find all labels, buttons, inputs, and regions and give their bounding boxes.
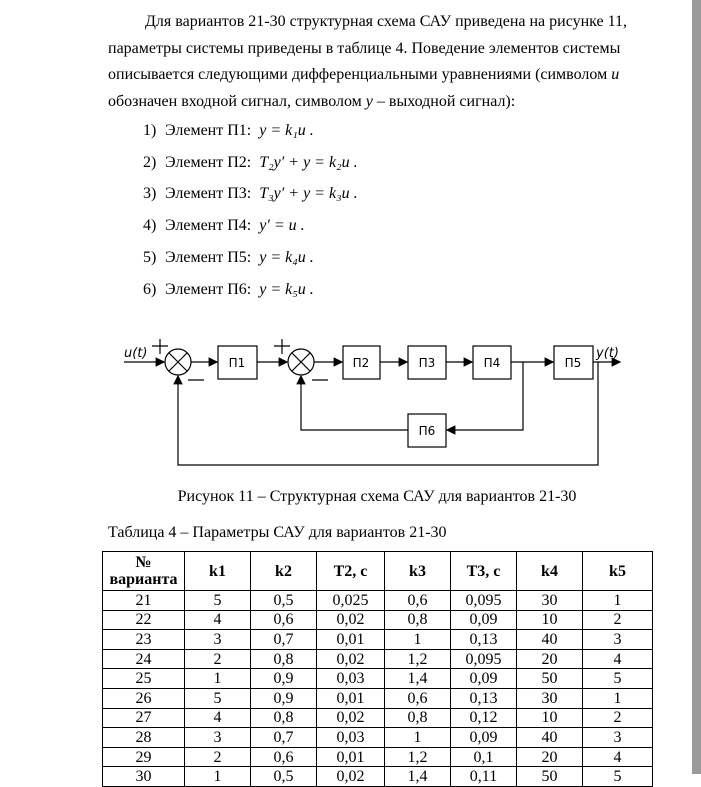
item-label: Элемент П2: <box>165 154 252 171</box>
column-header: T2, c <box>317 552 385 591</box>
item-number: 6) <box>143 281 157 298</box>
table-cell: 1,2 <box>385 747 451 767</box>
table-cell: 26 <box>103 688 185 708</box>
table-cell: 5 <box>185 688 251 708</box>
element-item <box>143 217 305 235</box>
item-number: 1) <box>143 122 157 139</box>
table-cell: 3 <box>185 728 251 748</box>
table-cell: 0,02 <box>317 610 385 630</box>
table-cell: 0,02 <box>317 649 385 669</box>
item-equation: y = k₅u . <box>259 281 314 298</box>
table-cell: 2 <box>583 610 653 630</box>
item-number: 2) <box>143 154 157 171</box>
table-cell: 1 <box>583 688 653 708</box>
table-cell: 1 <box>185 669 251 689</box>
table-cell: 0,01 <box>317 630 385 650</box>
block-label: П5 <box>564 356 582 370</box>
table-cell: 0,095 <box>451 591 517 611</box>
table-cell: 0,01 <box>317 747 385 767</box>
table-cell: 10 <box>517 610 583 630</box>
table-cell: 0,095 <box>451 649 517 669</box>
item-label: Элемент П6: <box>165 281 252 298</box>
table-cell: 30 <box>517 591 583 611</box>
table-cell: 5 <box>583 669 653 689</box>
table-cell: 2 <box>185 649 251 669</box>
para-line: описывается следующими дифференциальными уравнениями (символом <box>108 66 612 83</box>
table-cell: 0,11 <box>451 767 517 787</box>
block-label: П1 <box>228 356 246 370</box>
para-line: параметры системы приведены в таблице 4. Поведение элементов системы <box>108 39 621 57</box>
table-cell: 29 <box>103 747 185 767</box>
symbol-y: y <box>365 92 373 110</box>
table-cell: 0,13 <box>451 688 517 708</box>
block-label: П6 <box>418 424 436 438</box>
table-cell: 0,8 <box>385 610 451 630</box>
table-cell: 23 <box>103 630 185 650</box>
table-cell: 3 <box>185 630 251 650</box>
column-header: k5 <box>583 552 653 591</box>
table-cell: 0,12 <box>451 708 517 728</box>
table-cell: 24 <box>103 649 185 669</box>
table-cell: 4 <box>583 747 653 767</box>
table-cell: 0,02 <box>317 767 385 787</box>
column-header: k1 <box>185 552 251 591</box>
element-item <box>143 249 314 267</box>
intro-paragraph <box>108 9 630 115</box>
table-row <box>103 728 653 748</box>
table-cell: 0,9 <box>251 669 317 689</box>
table-row <box>103 767 653 787</box>
table-cell: 0,8 <box>385 708 451 728</box>
table-cell: 1 <box>185 767 251 787</box>
input-label: u(t) <box>124 346 148 361</box>
block-label: П4 <box>483 356 501 370</box>
table-cell: 2 <box>185 747 251 767</box>
column-header: k2 <box>251 552 317 591</box>
para-line: – выходной сигнал): <box>372 92 516 110</box>
table-cell: 0,09 <box>451 728 517 748</box>
table-cell: 1 <box>385 728 451 748</box>
table-cell: 0,7 <box>251 630 317 650</box>
table-cell: 3 <box>583 630 653 650</box>
table-cell: 0,6 <box>251 610 317 630</box>
table-cell: 4 <box>583 649 653 669</box>
table-cell: 0,03 <box>317 728 385 748</box>
item-number: 4) <box>143 217 157 234</box>
table-cell: 21 <box>103 591 185 611</box>
table-cell: 10 <box>517 708 583 728</box>
table-caption: Таблица 4 – Параметры САУ для вариантов 21-30 <box>108 524 447 541</box>
item-label: Элемент П1: <box>165 122 252 139</box>
table-cell: 40 <box>517 728 583 748</box>
column-header: k3 <box>385 552 451 591</box>
column-header: T3, c <box>451 552 517 591</box>
item-label: Элемент П3: <box>165 185 252 202</box>
table-cell: 5 <box>583 767 653 787</box>
item-equation: T₃y′ + y = k₃u . <box>259 185 358 202</box>
para-line: Для вариантов 21-30 структурная схема САУ приведена на рисунке 11, <box>145 13 628 30</box>
element-item <box>143 185 358 203</box>
table-cell: 0,6 <box>385 591 451 611</box>
table-cell: 40 <box>517 630 583 650</box>
table-cell: 1 <box>583 591 653 611</box>
element-item <box>143 154 358 172</box>
table-row <box>103 591 653 611</box>
item-label: Элемент П4: <box>165 217 252 234</box>
element-item <box>143 122 314 140</box>
table-cell: 3 <box>583 728 653 748</box>
item-equation: y = k₁u . <box>259 122 314 139</box>
table-cell: 0,6 <box>251 747 317 767</box>
table-cell: 0,7 <box>251 728 317 748</box>
item-number: 5) <box>143 249 157 266</box>
table-cell: 0,025 <box>317 591 385 611</box>
table-row <box>103 669 653 689</box>
table-cell: 1,4 <box>385 669 451 689</box>
table-cell: 0,03 <box>317 669 385 689</box>
table-row <box>103 688 653 708</box>
table-cell: 30 <box>517 688 583 708</box>
table-cell: 0,6 <box>385 688 451 708</box>
element-item <box>143 281 314 299</box>
table-cell: 0,5 <box>251 767 317 787</box>
table-cell: 25 <box>103 669 185 689</box>
item-label: Элемент П5: <box>165 249 252 266</box>
table-cell: 20 <box>517 747 583 767</box>
table-row <box>103 747 653 767</box>
table-cell: 28 <box>103 728 185 748</box>
table-row <box>103 610 653 630</box>
table-cell: 2 <box>583 708 653 728</box>
table-cell: 27 <box>103 708 185 728</box>
table-cell: 4 <box>185 610 251 630</box>
item-number: 3) <box>143 185 157 202</box>
table-cell: 0,13 <box>451 630 517 650</box>
table-cell: 0,01 <box>317 688 385 708</box>
output-label: y(t) <box>596 346 619 361</box>
table-cell: 0,09 <box>451 610 517 630</box>
column-header: № варианта <box>103 552 185 591</box>
table-cell: 22 <box>103 610 185 630</box>
item-equation: y′ = u . <box>259 217 305 234</box>
table-cell: 30 <box>103 767 185 787</box>
table-cell: 5 <box>185 591 251 611</box>
block-diagram <box>0 330 701 480</box>
table-row <box>103 630 653 650</box>
table-cell: 0,1 <box>451 747 517 767</box>
table-cell: 0,8 <box>251 708 317 728</box>
table-cell: 50 <box>517 767 583 787</box>
table-cell: 50 <box>517 669 583 689</box>
table-cell: 20 <box>517 649 583 669</box>
item-equation: y = k₄u . <box>259 249 314 266</box>
table-cell: 0,5 <box>251 591 317 611</box>
item-equation: T₂y′ + y = k₂u . <box>259 154 358 171</box>
table-cell: 1,2 <box>385 649 451 669</box>
table-cell: 4 <box>185 708 251 728</box>
table-cell: 0,09 <box>451 669 517 689</box>
symbol-u: u <box>611 66 620 83</box>
table-cell: 0,9 <box>251 688 317 708</box>
table-cell: 1 <box>385 630 451 650</box>
block-label: П3 <box>418 356 436 370</box>
table-row <box>103 708 653 728</box>
table-cell: 0,02 <box>317 708 385 728</box>
para-line: обозначен входной сигнал, символом <box>108 92 366 110</box>
figure-caption: Рисунок 11 – Структурная схема САУ для вариантов 21-30 <box>177 488 577 505</box>
block-label: П2 <box>352 356 370 370</box>
table-row <box>103 649 653 669</box>
parameters-table <box>102 551 653 787</box>
table-cell: 1,4 <box>385 767 451 787</box>
column-header: k4 <box>517 552 583 591</box>
table-cell: 0,8 <box>251 649 317 669</box>
